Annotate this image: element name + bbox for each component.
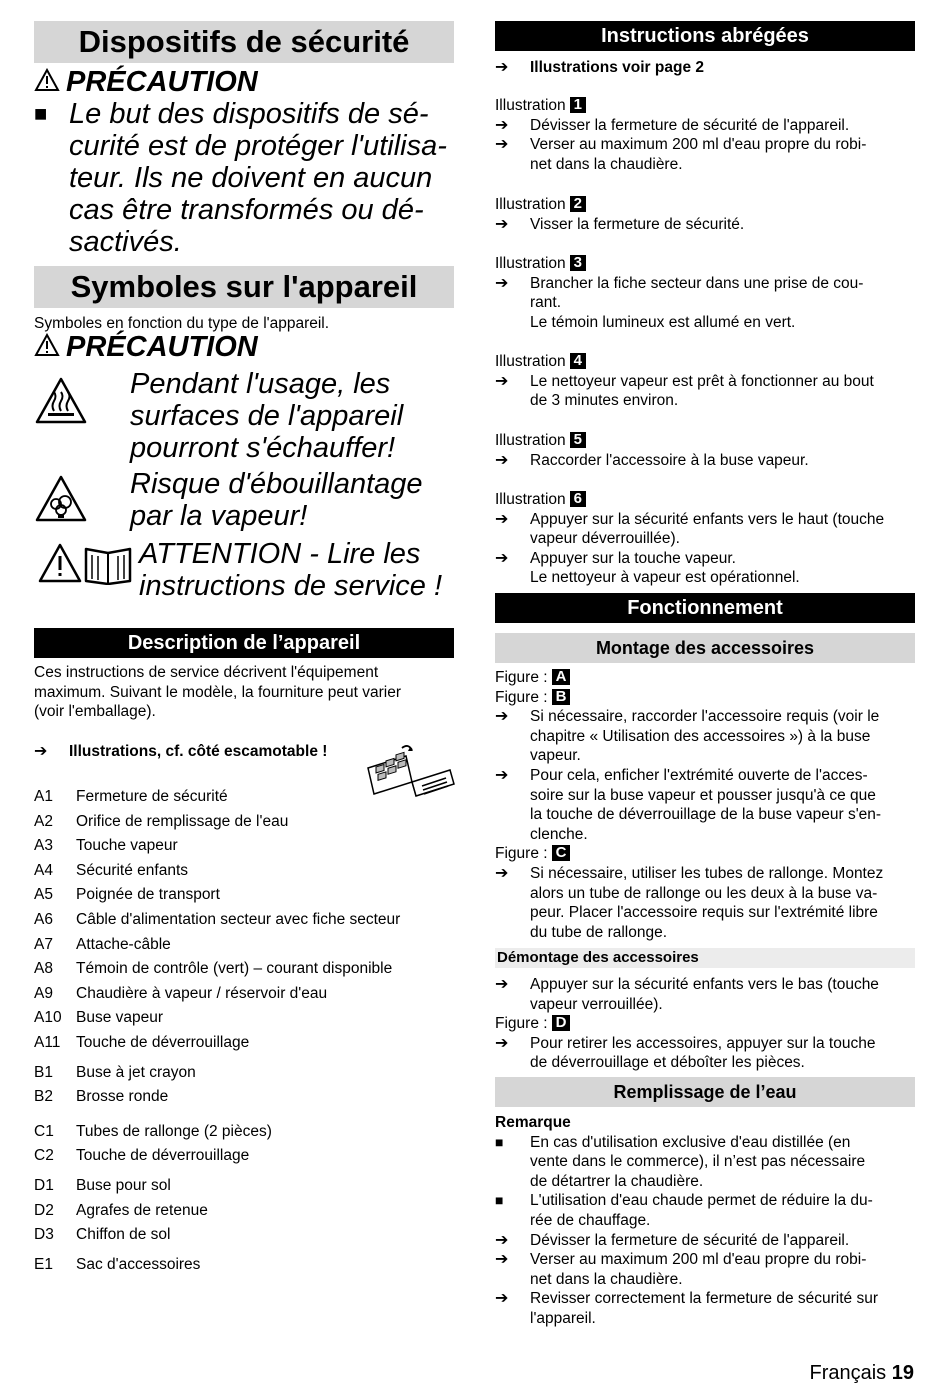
precaution-label-2: PRÉCAUTION: [66, 331, 258, 363]
remark-label: Remarque: [495, 1114, 571, 1131]
part-label: Agrafes de retenue: [76, 1201, 208, 1219]
arrow-icon: ➔: [495, 549, 509, 567]
illustration-2-step-1: Visser la fermeture de sécurité.: [530, 215, 745, 233]
illustration-2-block: [495, 195, 915, 234]
arrow-icon: ➔: [495, 274, 509, 292]
part-label: Chaudière à vapeur / réservoir d'eau: [76, 984, 328, 1002]
page-number: 19: [891, 1362, 914, 1384]
illustration-4-label: Illustration 4: [495, 352, 915, 372]
illustration-5-label: Illustration 5: [495, 431, 915, 451]
part-code: A6: [34, 910, 53, 928]
safety-paragraph: [34, 98, 464, 258]
arrow-icon: ➔: [495, 136, 509, 154]
part-label: Buse à jet crayon: [76, 1063, 196, 1081]
parts-list-item: [34, 1085, 464, 1110]
figure-a-letter: A: [552, 669, 571, 685]
parts-list-item: [34, 1031, 464, 1056]
part-code: B1: [34, 1063, 53, 1081]
arrow-icon: ➔: [495, 864, 509, 882]
part-code: E1: [34, 1255, 53, 1273]
illustration-1-number: 1: [570, 97, 586, 113]
illustration-2-label: Illustration 2: [495, 195, 915, 215]
illustration-6-block: [495, 490, 915, 588]
arrow-icon: ➔: [495, 1034, 509, 1052]
part-code: D1: [34, 1176, 54, 1194]
parts-group-b: [34, 1061, 464, 1110]
parts-list-item: [34, 1253, 464, 1278]
parts-group-a: [34, 785, 464, 1056]
illustration-1-step-1: Dévisser la fermeture de sécurité de l'appareil.: [530, 116, 850, 134]
part-code: D2: [34, 1201, 54, 1219]
parts-group-e: [34, 1253, 464, 1278]
illustration-1-block: [495, 96, 915, 174]
precaution-heading-2: [34, 331, 258, 364]
illustration-1-label: Illustration 1: [495, 96, 915, 116]
illustration-6-number: 6: [570, 491, 586, 507]
arrow-icon: ➔: [495, 766, 509, 784]
arrow-icon: ➔: [495, 708, 509, 726]
mount-step-1: Si nécessaire, raccorder l'accessoire requis (voir le chapitre « Utilisation des accessoires ») à la buse vapeur.: [530, 708, 880, 765]
figure-d-label: Figure : D: [495, 1014, 915, 1034]
figure-c-label: Figure : C: [495, 844, 915, 864]
part-label: Attache-câble: [76, 935, 171, 953]
parts-list-item: [34, 1006, 464, 1031]
part-label: Câble d'alimentation secteur avec fiche secteur: [76, 910, 401, 928]
arrow-icon: ➔: [495, 1231, 509, 1249]
illustration-5-step-1: Raccorder l'accessoire à la buse vapeur.: [530, 451, 809, 469]
part-label: Tubes de rallonge (2 pièces): [76, 1122, 272, 1140]
illustration-1-step-2: Verser au maximum 200 ml d'eau propre du robi- net dans la chaudière.: [530, 136, 867, 173]
illustration-3-label: Illustration 3: [495, 254, 915, 274]
part-code: A10: [34, 1009, 62, 1027]
part-code: A5: [34, 886, 53, 904]
part-label: Témoin de contrôle (vert) – courant disponible: [76, 960, 393, 978]
parts-list-item: [34, 1144, 464, 1169]
illustrations-note-text: Illustrations, cf. côté escamotable !: [69, 743, 328, 760]
steam-hazard-icon: [34, 474, 88, 529]
square-bullet-icon: ■: [495, 1192, 504, 1209]
illustration-4-block: [495, 352, 915, 411]
hot-surface-icon: [34, 376, 88, 431]
dismount-step-1: Appuyer sur la sécurité enfants vers le bas (touche vapeur verrouillée).: [530, 976, 879, 1013]
parts-list-item: [34, 1223, 464, 1248]
parts-list-item: [34, 1174, 464, 1199]
mount-block: [495, 668, 915, 942]
part-label: Buse vapeur: [76, 1009, 164, 1027]
fill-step-2: Verser au maximum 200 ml d'eau propre du robi- net dans la chaudière.: [530, 1251, 867, 1288]
parts-list-item: [34, 810, 464, 835]
fill-step-1: Dévisser la fermeture de sécurité de l'appareil.: [530, 1231, 850, 1249]
illustration-6-step-1: Appuyer sur la sécurité enfants vers le haut (touche vapeur déverrouillée).: [530, 510, 885, 548]
arrow-icon: ➔: [495, 976, 509, 993]
parts-list-item: [34, 1199, 464, 1224]
dismount-block: [495, 975, 915, 1073]
arrow-icon: ➔: [495, 510, 509, 528]
description-text: Ces instructions de service décrivent l'équipement maximum. Suivant le modèle, la fourniture peut varier (voir l'emballage).: [34, 664, 401, 721]
arrow-icon: ➔: [495, 1290, 509, 1308]
heading-short-instructions: Instructions abrégées: [495, 21, 915, 51]
arrow-icon: ➔: [495, 59, 509, 76]
part-code: C2: [34, 1147, 54, 1165]
mount-step-2: Pour cela, enficher l'extrémité ouverte de l'acces- soire sur la buse vapeur et pousser jusqu'à ce que la touche de déverrouillage de la buse vapeur s'en- clenche.: [530, 766, 882, 843]
illustration-3-block: [495, 254, 915, 332]
parts-group-d: [34, 1174, 464, 1248]
heading-water-filling: Remplissage de l’eau: [495, 1077, 915, 1107]
illustration-6-label: Illustration 6: [495, 490, 915, 510]
figure-b-letter: B: [552, 689, 571, 705]
parts-list-item: [34, 834, 464, 859]
arrow-icon: ➔: [34, 743, 48, 760]
arrow-icon: ➔: [495, 215, 509, 233]
part-label: Chiffon de sol: [76, 1226, 171, 1244]
warning-triangle-icon: [34, 67, 60, 99]
part-code: A7: [34, 935, 53, 953]
illustration-5-number: 5: [570, 432, 586, 448]
warning-steam-text: Risque d'ébouillantage par la vapeur!: [130, 468, 423, 532]
part-code: B2: [34, 1088, 53, 1106]
part-label: Sac d'accessoires: [76, 1255, 201, 1273]
figure-d-letter: D: [552, 1015, 571, 1031]
part-label: Fermeture de sécurité: [76, 788, 228, 805]
illustrations-note: [34, 742, 327, 762]
warning-hot-surface-text: Pendant l'usage, les surfaces de l'appareil pourront s'échauffer!: [130, 368, 404, 464]
illustration-4-number: 4: [570, 353, 586, 369]
heading-device-description: Description de l’appareil: [34, 628, 454, 658]
part-code: A4: [34, 861, 53, 879]
read-manual-warning-icon: [38, 543, 132, 590]
arrow-icon: ➔: [495, 451, 509, 469]
square-bullet-icon: ■: [495, 1133, 504, 1150]
arrow-icon: ➔: [495, 1251, 509, 1269]
parts-list-item: [34, 957, 464, 982]
see-page-text: Illustrations voir page 2: [530, 59, 704, 76]
parts-list-item: [34, 1061, 464, 1086]
figure-a-label: Figure : A: [495, 668, 915, 688]
part-code: A3: [34, 837, 53, 855]
figure-b-label: Figure : B: [495, 688, 915, 708]
fill-note-2: L'utilisation d'eau chaude permet de réduire la du- rée de chauffage.: [530, 1192, 873, 1229]
part-code: A1: [34, 788, 53, 805]
page-footer: [809, 1362, 914, 1385]
heading-dismount-accessories: Démontage des accessoires: [495, 948, 915, 968]
arrow-icon: ➔: [495, 116, 509, 134]
safety-text: Le but des dispositifs de sé- curité est de protéger l'utilisa- teur. Ils ne doivent en aucun cas être transformés ou dé- sactivés.: [69, 98, 447, 258]
part-code: A9: [34, 984, 53, 1002]
heading-safety-devices: Dispositifs de sécurité: [34, 21, 454, 63]
illustration-3-step-1: Brancher la fiche secteur dans une prise de cou- rant. Le témoin lumineux est allumé en vert.: [530, 274, 864, 331]
warning-triangle-icon: [34, 332, 60, 364]
precaution-heading-1: [34, 66, 258, 99]
part-code: D3: [34, 1226, 54, 1244]
illustration-3-number: 3: [570, 255, 586, 271]
part-code: A8: [34, 960, 53, 978]
figure-c-letter: C: [552, 845, 571, 861]
part-label: Touche de déverrouillage: [76, 1033, 250, 1051]
parts-list-item: [34, 785, 464, 810]
precaution-label-1: PRÉCAUTION: [66, 66, 258, 98]
symbols-intro: Symboles en fonction du type de l'appareil.: [34, 315, 330, 332]
fill-step-3: Revisser correctement la fermeture de sécurité sur l'appareil.: [530, 1290, 879, 1327]
illustration-4-step-1: Le nettoyeur vapeur est prêt à fonctionner au bout de 3 minutes environ.: [530, 372, 874, 410]
footer-language: Français: [809, 1362, 887, 1384]
see-page-note: [495, 58, 704, 78]
arrow-icon: ➔: [495, 372, 509, 390]
fill-note-1: En cas d'utilisation exclusive d'eau distillée (en vente dans le commerce), il n’est pas nécessaire de détartrer la chaudière.: [530, 1133, 866, 1190]
illustration-5-block: [495, 431, 915, 470]
parts-group-c: [34, 1120, 464, 1169]
parts-list-item: [34, 908, 464, 933]
warning-read-manual-text: ATTENTION - Lire les instructions de service !: [139, 538, 443, 602]
illustration-6-step-2: Appuyer sur la touche vapeur. Le nettoyeur à vapeur est opérationnel.: [530, 549, 800, 587]
part-label: Buse pour sol: [76, 1176, 171, 1194]
parts-list-item: [34, 933, 464, 958]
mount-step-3: Si nécessaire, utiliser les tubes de rallonge. Montez alors un tube de rallonge ou les deux à la buse va- peur. Placer l'accessoire requis sur l'extrémité libre du tube de rallonge.: [530, 864, 884, 941]
parts-list-item: [34, 883, 464, 908]
square-bullet-icon: ■: [34, 101, 48, 126]
fill-block: [495, 1113, 915, 1329]
parts-list-item: [34, 982, 464, 1007]
parts-list-item: [34, 1120, 464, 1145]
part-label: Brosse ronde: [76, 1088, 169, 1106]
part-code: A2: [34, 812, 53, 830]
illustration-2-number: 2: [570, 196, 586, 212]
parts-list-item: [34, 859, 464, 884]
part-code: C1: [34, 1122, 54, 1140]
part-label: Touche de déverrouillage: [76, 1147, 250, 1165]
part-code: A11: [34, 1033, 61, 1051]
heading-operation: Fonctionnement: [495, 593, 915, 623]
part-label: Touche vapeur: [76, 837, 178, 855]
heading-symbols: Symboles sur l'appareil: [34, 266, 454, 308]
part-label: Sécurité enfants: [76, 861, 189, 879]
part-label: Poignée de transport: [76, 886, 220, 904]
dismount-step-2: Pour retirer les accessoires, appuyer sur la touche de déverrouillage et déboîter les pièces.: [530, 1034, 876, 1072]
part-label: Orifice de remplissage de l'eau: [76, 812, 289, 830]
parts-list: [34, 785, 464, 1277]
heading-mount-accessories: Montage des accessoires: [495, 633, 915, 663]
